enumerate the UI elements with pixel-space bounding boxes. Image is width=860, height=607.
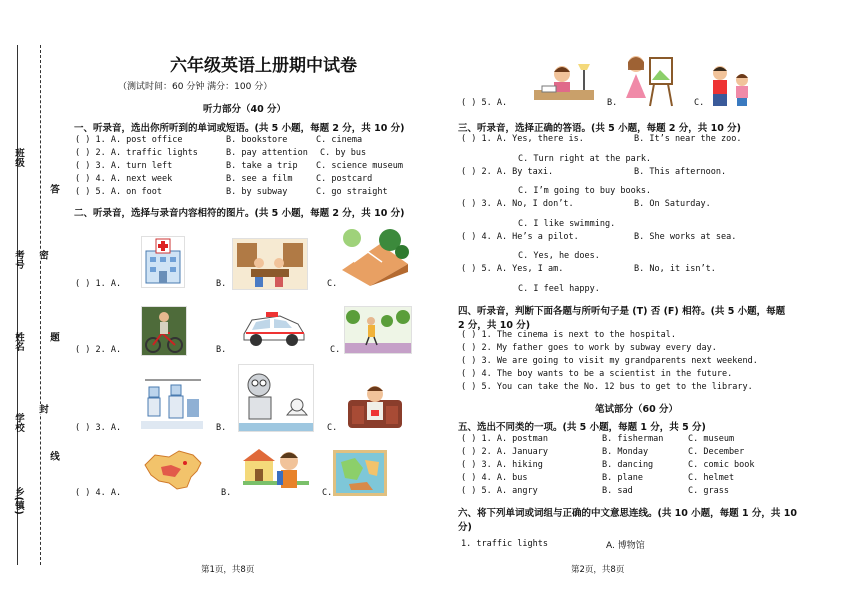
list-item: ( ) 4. The boy wants to be a scientist in the future. — [461, 369, 733, 379]
seal-char: 线 — [48, 451, 59, 461]
cinema-seat-picture — [344, 382, 406, 432]
seal-char: 密 — [37, 250, 48, 260]
robot-cat-picture — [238, 364, 314, 432]
painting-girl-picture — [620, 52, 674, 108]
treasure-map-picture — [333, 450, 387, 496]
binding-dashed-line — [40, 45, 41, 565]
taxi-picture — [240, 306, 308, 348]
town-label: 乡(镇) — [13, 487, 24, 515]
reading-girl-picture — [532, 60, 596, 104]
section2-heading: 二、听录音，选择与录音内容相符的图片。(共 5 小题，每题 2 分，共 10 分) — [74, 208, 405, 219]
exam-title: 六年级英语上册期中试卷 — [170, 56, 357, 76]
exam-number-label: 考号 — [13, 250, 24, 269]
page-footer-right: 第2页，共8页 — [571, 565, 625, 575]
two-kids-picture — [704, 64, 756, 108]
page-footer-left: 第1页，共8页 — [201, 565, 255, 575]
section1-heading: 一、听录音，选出你所听到的单词或短语。(共 5 小题，每题 2 分，共 10 分) — [74, 123, 405, 134]
class-label: 班级 — [13, 148, 24, 167]
library-scene-picture — [232, 238, 308, 290]
school-label: 学校 — [13, 413, 24, 432]
list-item: ( ) 5. You can take the No. 12 bus to get to the library. — [461, 382, 753, 392]
robots-picture — [141, 377, 203, 429]
list-item: ( ) 3. We are going to visit my grandparents next weekend. — [461, 356, 758, 366]
seal-char: 封 — [37, 404, 48, 414]
street-walk-picture — [344, 306, 412, 354]
cyclist-picture — [141, 306, 187, 356]
section4-heading-cont: 2 分，共 10 分) — [458, 320, 531, 331]
list-item: ( ) 1. The cinema is next to the hospital. — [461, 330, 676, 340]
section3-heading: 三、听录音，选择正确的答语。(共 5 小题，每题 2 分，共 10 分) — [458, 123, 741, 134]
school-boy-picture — [243, 443, 309, 497]
seal-char: 答 — [48, 184, 59, 194]
seal-char: 题 — [48, 332, 59, 342]
section6-heading-cont: 分) — [458, 522, 472, 533]
park-picture — [340, 224, 410, 286]
section5-heading: 五、选出不同类的一项。(共 5 小题，每题 1 分，共 5 分) — [458, 422, 706, 433]
written-heading: 笔试部分（60 分） — [595, 404, 679, 415]
section6-heading: 六、将下列单词或词组与正确的中文意思连线。(共 10 小题，每题 1 分，共 10 — [458, 508, 797, 519]
listening-heading: 听力部分（40 分） — [203, 104, 287, 115]
china-map-picture — [141, 447, 205, 493]
list-item: ( ) 2. My father goes to work by subway every day. — [461, 343, 717, 353]
section4-heading: 四、听录音，判断下面各题与所听句子是 (T) 否 (F) 相符。(共 5 小题，每题 — [458, 306, 786, 317]
hospital-picture — [141, 236, 185, 288]
time-info: （测试时间：60 分钟 满分：100 分） — [118, 82, 273, 92]
name-label: 姓名 — [13, 332, 24, 351]
